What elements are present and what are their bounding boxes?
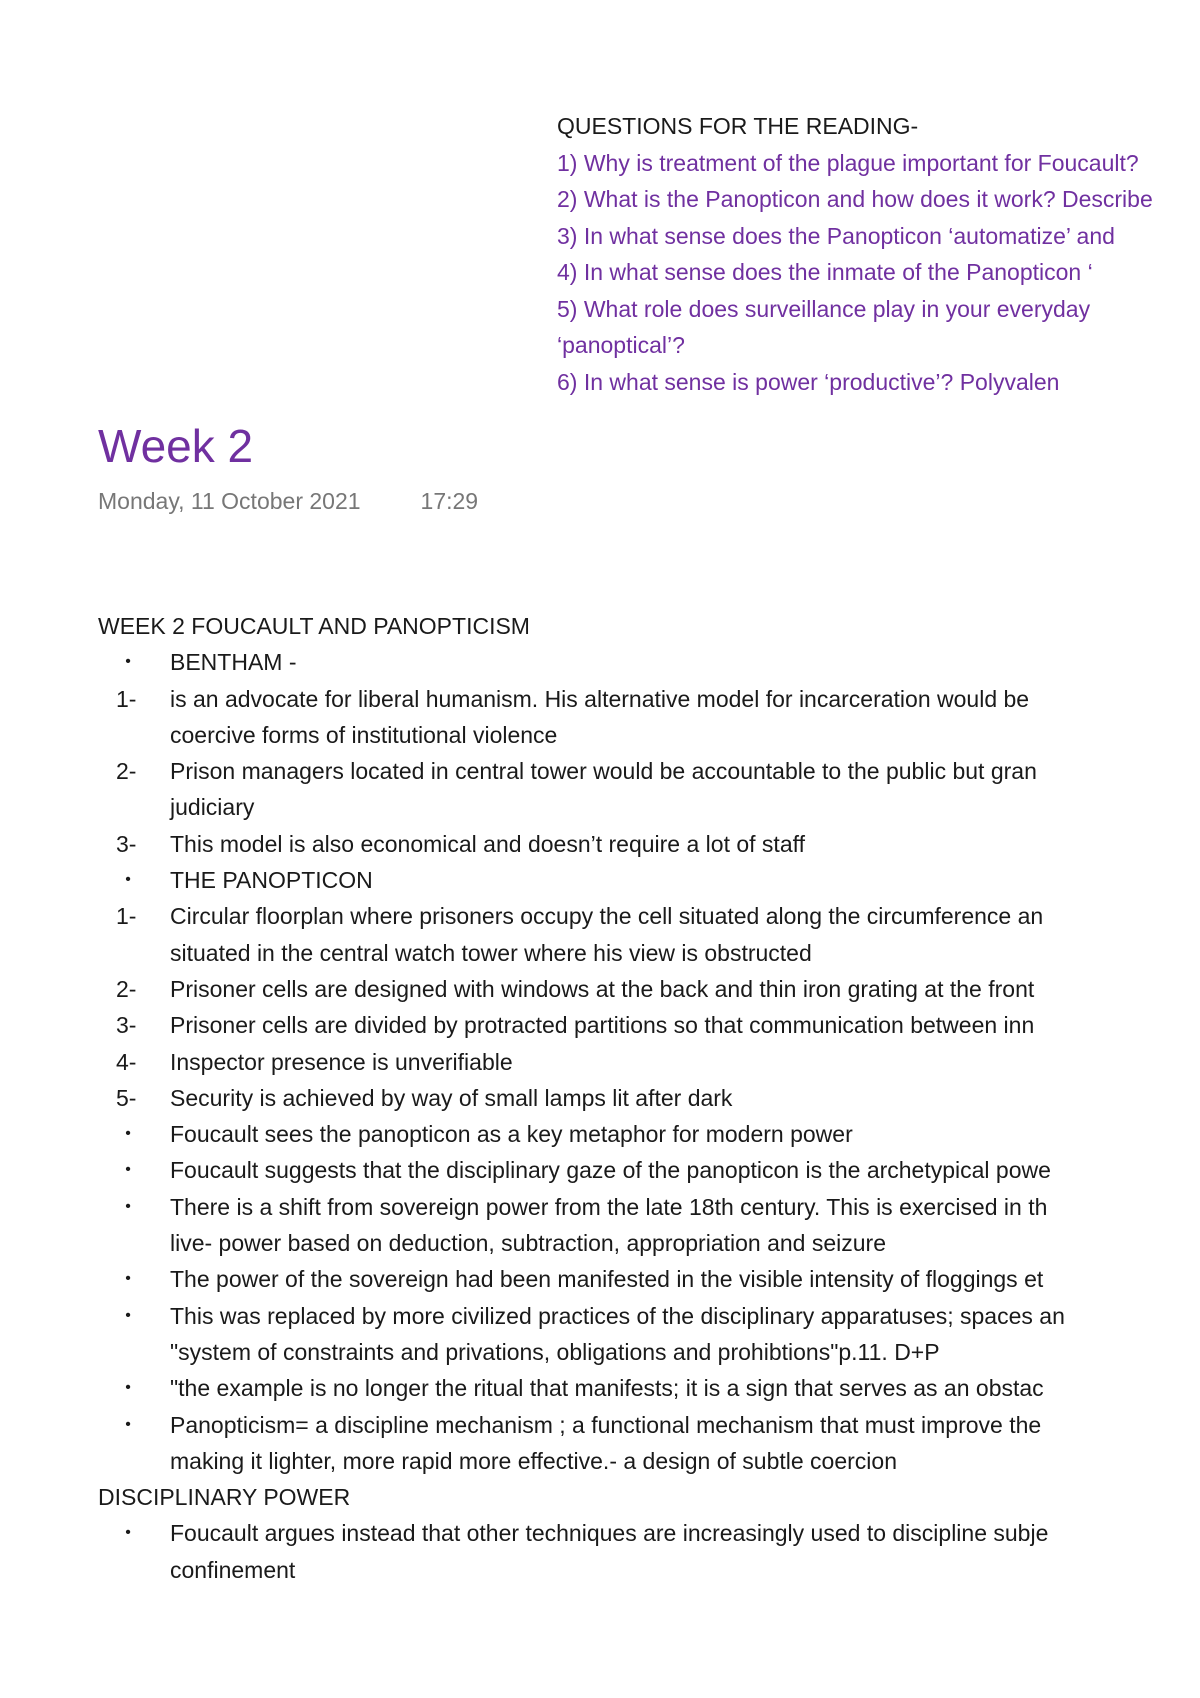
- list-item-text: Prisoner cells are designed with windows at the back and thin iron grating at the front: [170, 975, 1035, 1002]
- number-marker: 5-: [116, 1084, 137, 1111]
- list-item: [98, 1152, 1200, 1188]
- bullet-marker: •: [125, 1306, 131, 1324]
- list-item-text: Inspector presence is unverifiable: [170, 1048, 513, 1075]
- list-item-text: "the example is no longer the ritual that manifests; it is a sign that serves as an obstac: [170, 1375, 1044, 1402]
- reading-questions: [557, 108, 1200, 400]
- list-item: [98, 826, 1200, 862]
- bullet-marker: •: [125, 871, 131, 889]
- notes-list: [98, 644, 1200, 1479]
- list-item: [98, 971, 1200, 1007]
- list-item-text: situated in the central watch tower where his view is obstructed: [170, 939, 812, 966]
- number-marker: 2-: [116, 975, 137, 1002]
- bullet-marker: •: [125, 1524, 131, 1542]
- bullet-marker: •: [125, 1379, 131, 1397]
- number-marker: 2-: [116, 758, 137, 785]
- list-item: [98, 1116, 1200, 1152]
- list-item: [98, 1261, 1200, 1297]
- number-marker: 1-: [116, 685, 137, 712]
- bullet-marker: •: [125, 1161, 131, 1179]
- list-item-text: confinement: [170, 1556, 296, 1583]
- list-item-text: This was replaced by more civilized practices of the disciplinary apparatuses; spaces an: [170, 1302, 1065, 1329]
- list-item-text: Foucault sees the panopticon as a key metaphor for modern power: [170, 1121, 853, 1148]
- notes-body: [98, 608, 1200, 1588]
- list-item: [98, 1007, 1200, 1043]
- question-item: ‘panoptical’?: [557, 332, 685, 358]
- question-item: 2) What is the Panopticon and how does it work? Describe: [557, 186, 1153, 212]
- number-marker: 3-: [116, 1012, 137, 1039]
- list-item-text: Panopticism= a discipline mechanism ; a functional mechanism that must improve the: [170, 1411, 1042, 1438]
- list-item-text: coercive forms of institutional violence: [170, 721, 558, 748]
- questions-heading: QUESTIONS FOR THE READING-: [557, 113, 919, 139]
- number-marker: 1-: [116, 903, 137, 930]
- page-time: 17:29: [420, 488, 479, 514]
- list-item: [98, 1298, 1200, 1371]
- list-item-text: Foucault argues instead that other techniques are increasingly used to discipline subje: [170, 1520, 1049, 1547]
- question-item: 5) What role does surveillance play in your everyday: [557, 295, 1091, 322]
- page-date: Monday, 11 October 2021: [98, 488, 361, 514]
- bullet-marker: •: [125, 1270, 131, 1288]
- bullet-marker: •: [125, 1197, 131, 1215]
- list-item-text: There is a shift from sovereign power from the late 18th century. This is exercised in th: [170, 1193, 1048, 1220]
- list-item: [98, 1080, 1200, 1116]
- list-item-text: Circular floorplan where prisoners occupy the cell situated along the circumference an: [170, 903, 1044, 930]
- list-item: [98, 862, 1200, 898]
- list-item-text: judiciary: [170, 794, 255, 821]
- list-item-text: This model is also economical and doesn’t require a lot of staff: [170, 830, 805, 857]
- list-item-text: Prisoner cells are divided by protracted partitions so that communication between inn: [170, 1012, 1035, 1039]
- question-item: 3) In what sense does the Panopticon ‘automatize’ and: [557, 222, 1115, 249]
- list-item-text: live- power based on deduction, subtraction, appropriation and seizure: [170, 1230, 886, 1257]
- list-item: [98, 1515, 1200, 1588]
- list-item: [98, 1189, 1200, 1262]
- question-item: 1) Why is treatment of the plague important for Foucault?: [557, 149, 1139, 176]
- list-item: [98, 1370, 1200, 1406]
- number-marker: 4-: [116, 1048, 137, 1075]
- list-item-text: The power of the sovereign had been manifested in the visible intensity of floggings et: [170, 1266, 1044, 1293]
- list-item: [98, 644, 1200, 680]
- list-item-text: Prison managers located in central tower would be accountable to the public but gran: [170, 758, 1037, 785]
- notes-list: [98, 1515, 1200, 1588]
- list-item-text: THE PANOPTICON: [170, 867, 373, 894]
- list-item-text: making it lighter, more rapid more effective.- a design of subtle coercion: [170, 1447, 897, 1474]
- number-marker: 3-: [116, 830, 137, 857]
- list-item-text: Security is achieved by way of small lamps lit after dark: [170, 1084, 733, 1111]
- list-item: [98, 681, 1200, 754]
- list-item-text: BENTHAM -: [170, 649, 297, 676]
- bullet-marker: •: [125, 1125, 131, 1143]
- list-item: [98, 1407, 1200, 1480]
- list-item: [98, 1044, 1200, 1080]
- page-title: Week 2: [98, 420, 254, 472]
- section-heading: DISCIPLINARY POWER: [98, 1484, 351, 1511]
- page-timestamp: [98, 488, 478, 515]
- list-item-text: "system of constraints and privations, obligations and prohibtions"p.11. D+P: [170, 1338, 940, 1365]
- list-item: [98, 753, 1200, 826]
- question-item: 6) In what sense is power ‘productive’? Polyvalen: [557, 368, 1060, 395]
- bullet-marker: •: [125, 1415, 131, 1433]
- list-item-text: is an advocate for liberal humanism. His alternative model for incarceration would be: [170, 685, 1030, 712]
- section-heading: WEEK 2 FOUCAULT AND PANOPTICISM: [98, 613, 530, 639]
- list-item: [98, 898, 1200, 971]
- question-item: 4) In what sense does the inmate of the Panopticon ‘: [557, 259, 1093, 285]
- bullet-marker: •: [125, 653, 131, 671]
- list-item-text: Foucault suggests that the disciplinary gaze of the panopticon is the archetypical powe: [170, 1157, 1051, 1184]
